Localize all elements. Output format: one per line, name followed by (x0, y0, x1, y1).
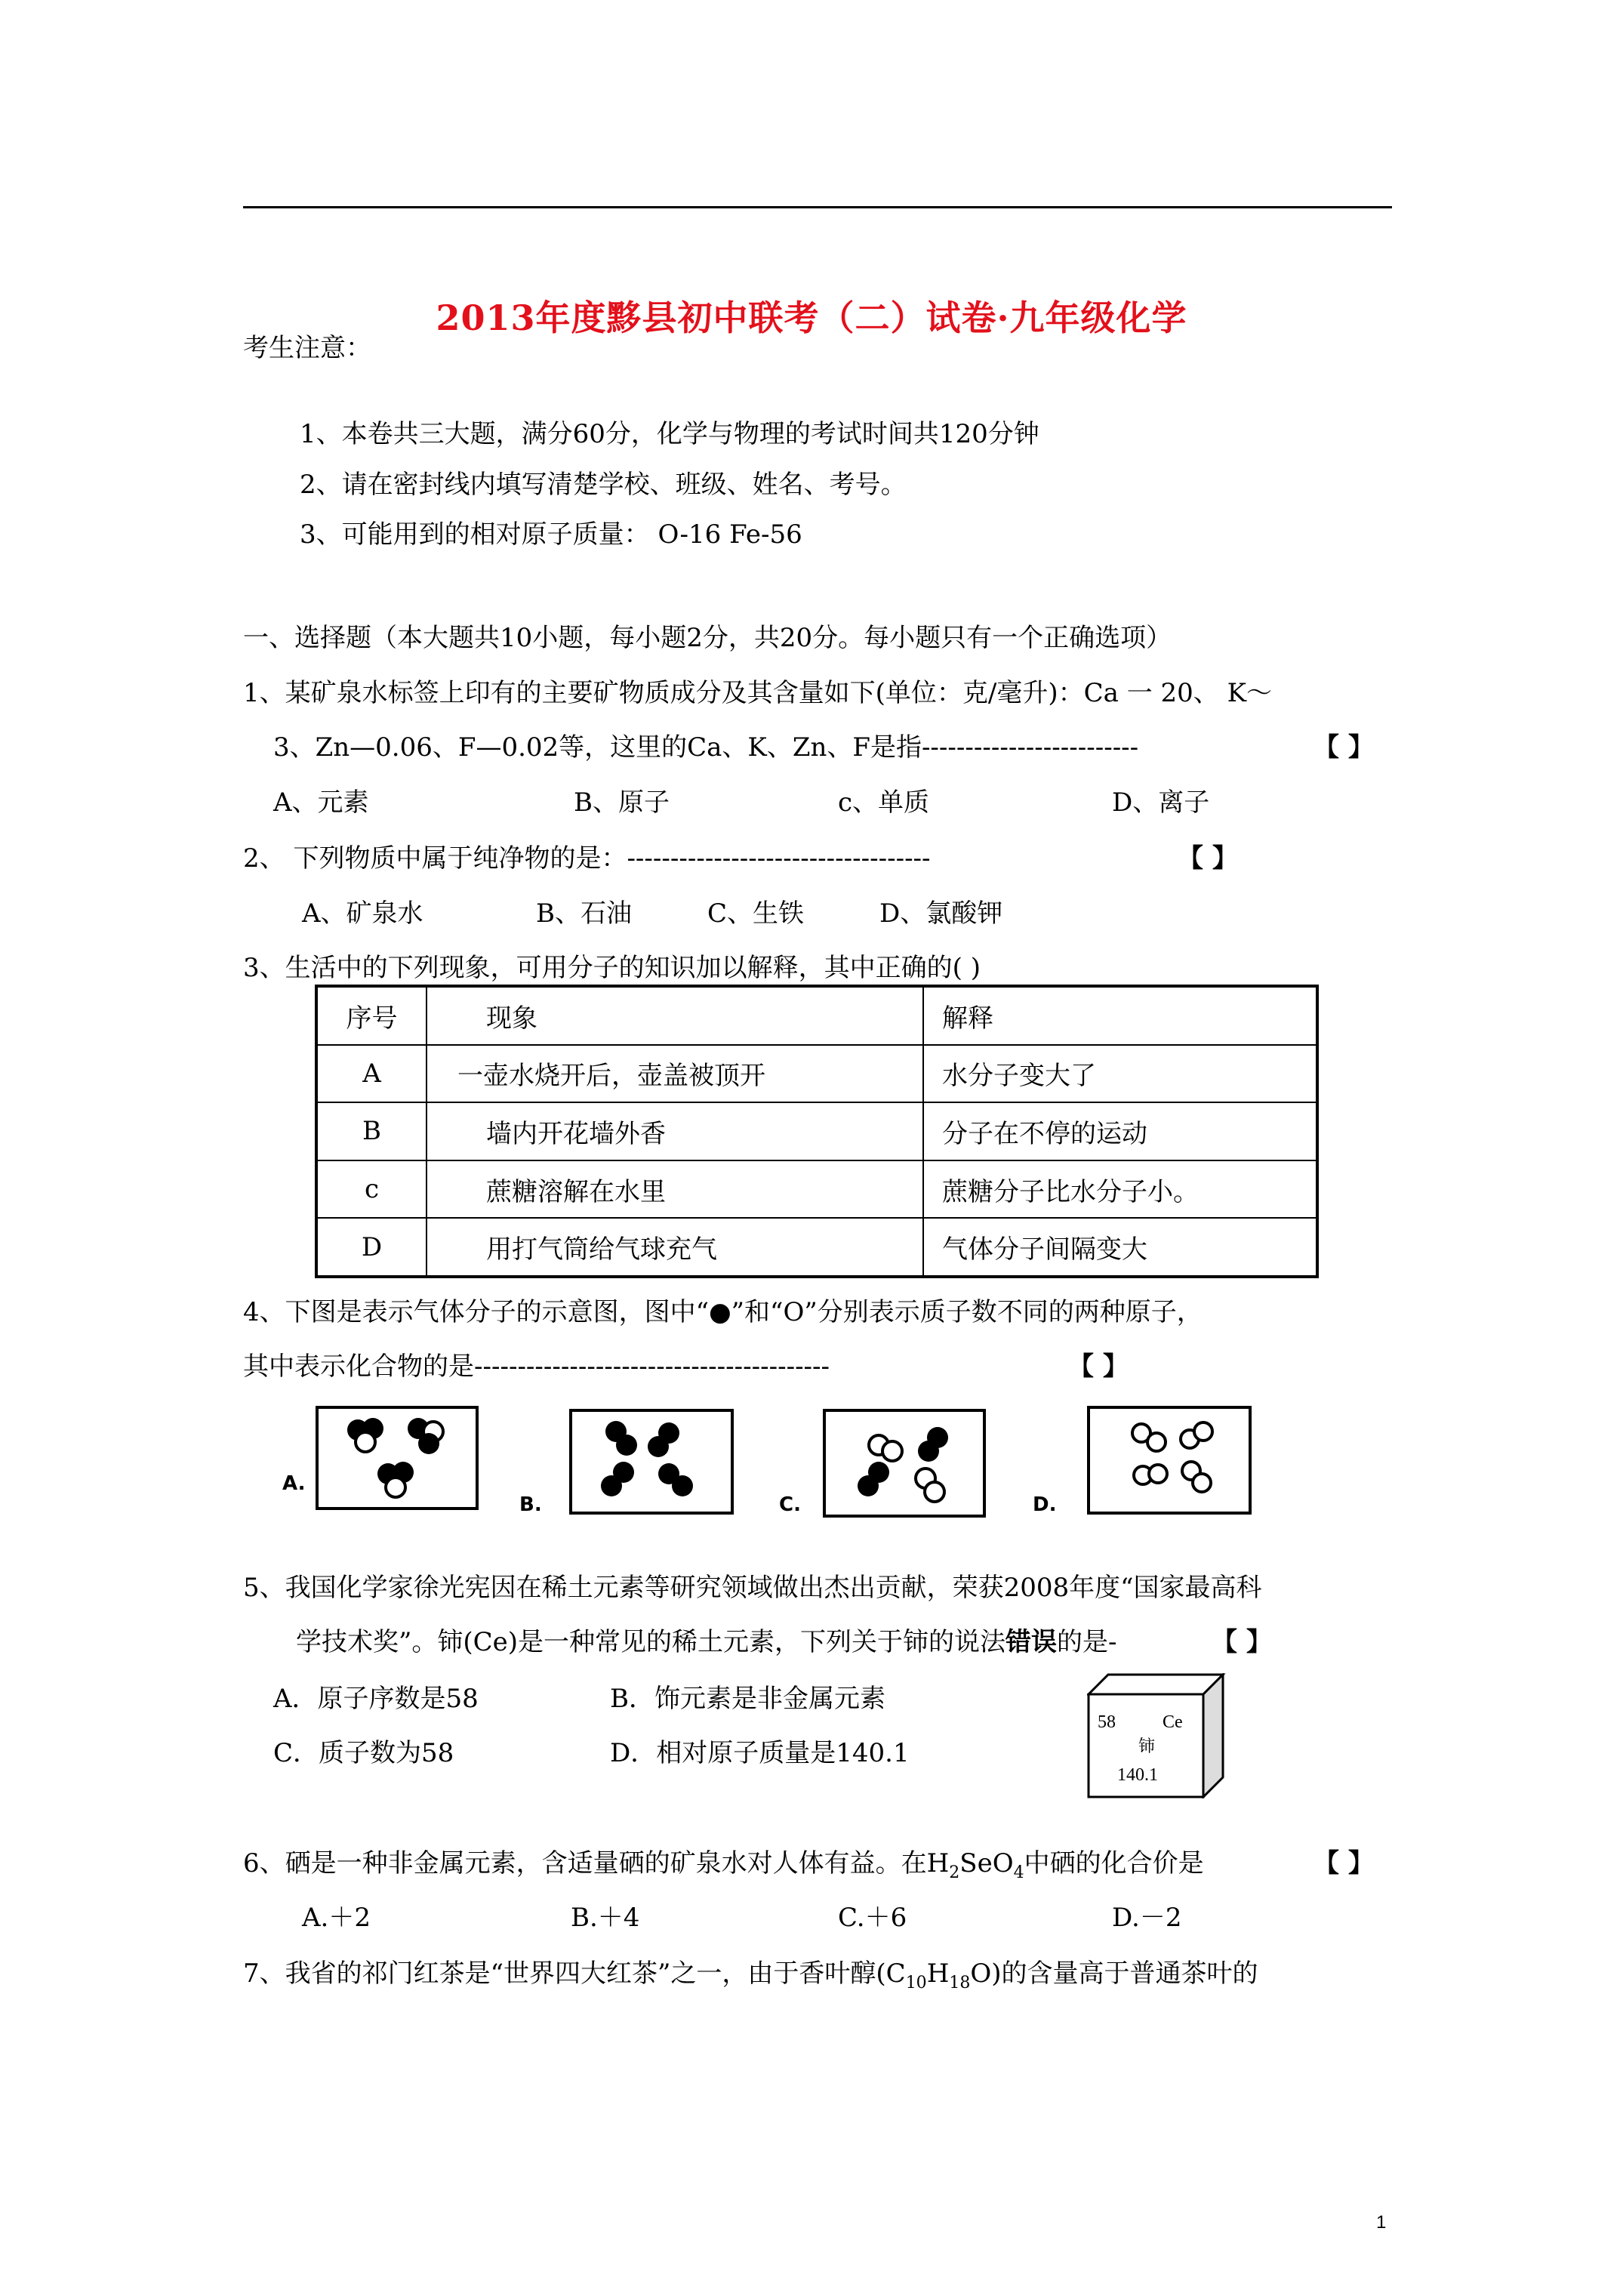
q2-stem: 2、 下列物质中属于纯净物的是：----------------------------------- (243, 843, 931, 874)
q6-subscript: 2 (949, 1863, 960, 1882)
header-rule (243, 206, 1392, 208)
section-heading: 一、选择题（本大题共10小题，每小题2分，共20分。每小题只有一个正确选项） (243, 623, 1172, 653)
q2-option-d: D、氯酸钾 (879, 898, 1003, 929)
table-row (316, 1102, 1317, 1160)
q3-stem: 3、生活中的下列现象，可用分子的知识加以解释，其中正确的( ) (243, 953, 981, 983)
answer-bracket: 【 】 (1212, 1627, 1272, 1657)
q5-option-b: B．饰元素是非金属元素 (610, 1684, 885, 1714)
q2-option-a: A、矿泉水 (302, 898, 423, 929)
q5-line2-pre: 学技术奖”。铈(Ce)是一种常见的稀土元素，下列关于铈的说法 (296, 1627, 1006, 1657)
table-header: 序号 (316, 986, 427, 1045)
q1-line1: 1、某矿泉水标签上印有的主要矿物质成分及其含量如下(单位：克/毫升)：Ca 一 20、 K～ (243, 678, 1272, 708)
page-number: 1 (1376, 2212, 1387, 2233)
q5-line2-post: 的是- (1057, 1627, 1117, 1657)
table-row (316, 1045, 1317, 1103)
q5-line2 (296, 1627, 1117, 1657)
table-cell: 蔗糖溶解在水里 (427, 1160, 923, 1219)
q1-option-d: D、离子 (1112, 787, 1210, 818)
molecule-d-svg (1090, 1409, 1249, 1512)
molecule-b-svg (572, 1412, 731, 1512)
q7-text-mid: H (926, 1959, 950, 1989)
table-header-row (316, 986, 1317, 1045)
q6-text-mid: SeO (959, 1848, 1014, 1878)
q4-line2: 其中表示化合物的是----------------------------------------- (243, 1351, 830, 1382)
molecule-diagram-b (569, 1409, 734, 1515)
q5-option-d: D．相对原子质量是140.1 (610, 1738, 910, 1768)
q6-subscript: 4 (1013, 1863, 1024, 1882)
q3-table (315, 985, 1319, 1278)
q2-option-c: C、生铁 (707, 898, 805, 929)
q7-stem (243, 1959, 1258, 1999)
cube-element-name: 铈 (1138, 1737, 1156, 1756)
notice-item-2: 2、请在密封线内填写清楚学校、班级、姓名、考号。 (300, 470, 907, 500)
table-row (316, 1160, 1317, 1219)
cube-atomic-mass: 140.1 (1117, 1765, 1158, 1785)
q6-text-post: 中硒的化合价是 (1024, 1848, 1204, 1878)
molecule-diagram-c (823, 1409, 986, 1518)
table-cell: A (316, 1045, 427, 1103)
diagram-label-d: D. (1033, 1493, 1057, 1516)
q5-option-a: A．原子序数是58 (273, 1684, 479, 1714)
cube-symbol: Ce (1163, 1712, 1183, 1732)
answer-bracket: 【 】 (1313, 1848, 1374, 1878)
answer-bracket: 【 】 (1178, 843, 1238, 874)
table-row (316, 1218, 1317, 1277)
table-cell: c (316, 1160, 427, 1219)
table-cell: 分子在不停的运动 (923, 1102, 1317, 1160)
q1-option-c: c、单质 (838, 787, 930, 818)
q6-stem (243, 1848, 1204, 1888)
notice-heading: 考生注意： (243, 333, 371, 363)
q6-text-pre: 6、硒是一种非金属元素，含适量硒的矿泉水对人体有益。在H (243, 1848, 950, 1878)
table-header: 现象 (427, 986, 923, 1045)
table-cell: 气体分子间隔变大 (923, 1218, 1317, 1277)
table-header: 解释 (923, 986, 1317, 1045)
q5-emphasis: 错误 (1006, 1627, 1058, 1657)
table-cell: D (316, 1218, 427, 1277)
answer-bracket: 【 】 (1068, 1351, 1129, 1382)
cube-atomic-number: 58 (1098, 1712, 1116, 1732)
q6-option-a: A.＋2 (302, 1903, 371, 1933)
q6-option-b: B.＋4 (571, 1903, 640, 1933)
answer-bracket: 【 】 (1313, 732, 1374, 763)
q6-option-c: C.＋6 (838, 1903, 907, 1933)
table-cell: 水分子变大了 (923, 1045, 1317, 1103)
q5-line1: 5、我国化学家徐光宪因在稀土元素等研究领域做出杰出贡献，荣获2008年度“国家最高科 (243, 1573, 1262, 1603)
notice-item-1: 1、本卷共三大题，满分60分，化学与物理的考试时间共120分钟 (300, 419, 1039, 449)
table-cell: 蔗糖分子比水分子小。 (923, 1160, 1317, 1219)
table-cell: B (316, 1102, 427, 1160)
q7-subscript: 18 (949, 1973, 971, 1992)
exam-title: 2013年度黟县初中联考（二）试卷·九年级化学 (436, 297, 1187, 338)
molecule-c-svg (826, 1412, 983, 1515)
q7-text-pre: 7、我省的祁门红茶是“世界四大红茶”之一，由于香叶醇(C (243, 1959, 906, 1989)
molecule-a-svg (319, 1409, 476, 1507)
diagram-label-c: C. (779, 1493, 801, 1516)
diagram-label-a: A. (282, 1472, 306, 1495)
table-cell: 用打气筒给气球充气 (427, 1218, 923, 1277)
diagram-label-b: B. (519, 1493, 542, 1516)
q1-line2: 3、Zn—0.06、F—0.02等，这里的Ca、K、Zn、F是指------------------------- (273, 732, 1139, 763)
molecule-diagram-d (1087, 1406, 1252, 1515)
q5-option-c: C．质子数为58 (273, 1738, 454, 1768)
q6-option-d: D.－2 (1112, 1903, 1182, 1933)
table-cell: 一壶水烧开后，壶盖被顶开 (427, 1045, 923, 1103)
notice-item-3: 3、可能用到的相对原子质量： O-16 Fe-56 (300, 519, 802, 550)
q4-line1: 4、下图是表示气体分子的示意图，图中“●”和“O”分别表示质子数不同的两种原子， (243, 1297, 1203, 1327)
molecule-diagram-a (316, 1406, 479, 1510)
table-cell: 墙内开花墙外香 (427, 1102, 923, 1160)
q7-text-post: O)的含量高于普通茶叶的 (970, 1959, 1258, 1989)
q7-subscript: 10 (905, 1973, 927, 1992)
q2-option-b: B、石油 (536, 898, 632, 929)
cerium-element-cube (1087, 1673, 1230, 1798)
q1-option-b: B、原子 (574, 787, 670, 818)
q1-option-a: A、元素 (273, 787, 369, 818)
